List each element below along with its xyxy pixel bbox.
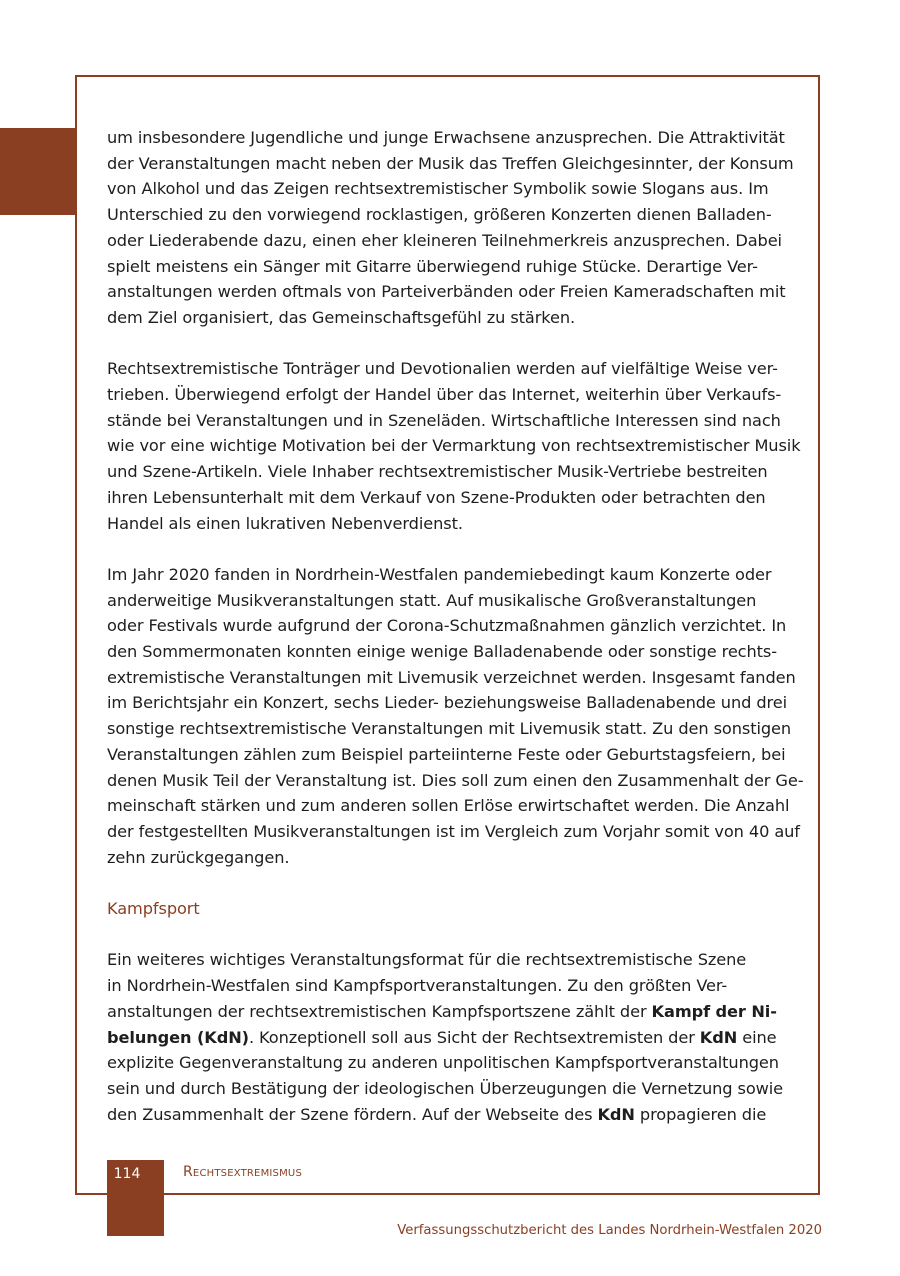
- text-line: denen Musik Teil der Veranstaltung ist. Dies soll zum einen den Zusammenhalt der Ge-: [107, 770, 804, 790]
- paragraph-kampfsport: [107, 947, 797, 1127]
- text-line: [107, 1102, 797, 1128]
- text-line: und Szene-Artikeln. Viele Inhaber rechtsextremistischer Musik-Vertriebe bestreiten: [107, 462, 768, 482]
- text-line: ihren Lebensunterhalt mit dem Verkauf von Szene-Produkten oder betrachten den: [107, 487, 766, 507]
- text-line: spielt meistens ein Sänger mit Gitarre überwiegend ruhige Stücke. Derartige Ver-: [107, 256, 758, 276]
- chapter-title: Rechtsextremismus: [183, 1164, 302, 1180]
- text-line: Rechtsextremistische Tonträger und Devotionalien werden auf vielfältige Weise ver-: [107, 359, 778, 379]
- bold-term: KdN: [597, 1104, 635, 1124]
- text-line: um insbesondere Jugendliche und junge Erwachsene anzusprechen. Die Attraktivität: [107, 128, 785, 147]
- text-line: trieben. Überwiegend erfolgt der Handel über das Internet, weiterhin über Verkaufs-: [107, 385, 782, 405]
- text-line: anderweitige Musikveranstaltungen statt. Auf musikalische Großveranstaltungen: [107, 590, 757, 610]
- text-run: propagieren die: [634, 1104, 767, 1124]
- text-line: oder Liederabende dazu, einen eher kleineren Teilnehmerkreis anzusprechen. Dabei: [107, 230, 782, 250]
- paragraph-1: [107, 125, 797, 331]
- text-line: Ein weiteres wichtiges Veranstaltungsformat für die rechtsextremistische Szene: [107, 950, 747, 970]
- paragraph-2: [107, 356, 801, 536]
- bold-term: Kampf der Ni-: [651, 1001, 777, 1021]
- section-heading: Kampfsport: [107, 899, 200, 919]
- text-run: den Zusammenhalt der Szene fördern. Auf der Webseite des: [107, 1104, 598, 1124]
- text-line: meinschaft stärken und zum anderen sollen Erlöse erwirtschaftet werden. Die Anzahl: [107, 796, 790, 816]
- text-line: wie vor eine wichtige Motivation bei der Vermarktung von rechtsextremistischer Musik: [107, 436, 801, 456]
- text-line: Veranstaltungen zählen zum Beispiel parteiinterne Feste oder Geburtstagsfeiern, bei: [107, 744, 786, 764]
- page-number-box: [107, 1160, 164, 1236]
- text-line: dem Ziel organisiert, das Gemeinschaftsgefühl zu stärken.: [107, 307, 576, 327]
- text-line: sein und durch Bestätigung der ideologischen Überzeugungen die Vernetzung sowie: [107, 1078, 784, 1098]
- bold-term: KdN: [699, 1027, 738, 1047]
- text-line: in Nordrhein-Westfalen sind Kampfsportveranstaltungen. Zu den größten Ver-: [107, 976, 728, 996]
- text-line: Im Jahr 2020 fanden in Nordrhein-Westfalen pandemiebedingt kaum Konzerte oder: [107, 564, 772, 584]
- text-line: im Berichtsjahr ein Konzert, sechs Lieder- beziehungsweise Balladenabende und drei: [107, 693, 787, 713]
- text-line: sonstige rechtsextremistische Veranstaltungen mit Livemusik statt. Zu den sonstigen: [107, 719, 792, 739]
- text-line: anstaltungen werden oftmals von Parteiverbänden oder Freien Kameradschaften mit: [107, 282, 786, 302]
- text-line: Handel als einen lukrativen Nebenverdienst.: [107, 513, 463, 533]
- paragraph-3: [107, 562, 804, 870]
- page-number: 114: [113, 1166, 141, 1182]
- chapter-side-tab: [0, 128, 75, 215]
- publication-title: Verfassungsschutzbericht des Landes Nordrhein-Westfalen 2020: [397, 1223, 822, 1238]
- text-line: extremistische Veranstaltungen mit Livemusik verzeichnet werden. Insgesamt fanden: [107, 667, 796, 687]
- main-text: [107, 125, 804, 1153]
- text-line: [107, 1025, 797, 1051]
- text-line: der Veranstaltungen macht neben der Musik das Treffen Gleichgesinnter, der Konsum: [107, 153, 794, 173]
- text-line: stände bei Veranstaltungen und in Szeneläden. Wirtschaftliche Interessen sind nach: [107, 410, 781, 430]
- text-run: anstaltungen der rechtsextremistischen Kampfsportszene zählt der: [107, 1001, 652, 1021]
- text-line: Unterschied zu den vorwiegend rocklastigen, größeren Konzerten dienen Balladen-: [107, 205, 772, 225]
- text-line: der festgestellten Musikveranstaltungen ist im Vergleich zum Vorjahr somit von 40 auf: [107, 821, 800, 841]
- text-run: eine: [737, 1027, 777, 1047]
- text-line: oder Festivals wurde aufgrund der Corona-Schutzmaßnahmen gänzlich verzichtet. In: [107, 616, 787, 636]
- text-line: zehn zurückgegangen.: [107, 847, 290, 867]
- text-run: . Konzeptionell soll aus Sicht der Rechtsextremisten der: [248, 1027, 700, 1047]
- bold-term: belungen (KdN): [107, 1027, 249, 1047]
- text-line: von Alkohol und das Zeigen rechtsextremistischer Symbolik sowie Slogans aus. Im: [107, 179, 769, 199]
- text-line: explizite Gegenveranstaltung zu anderen unpolitischen Kampfsportveranstaltungen: [107, 1053, 779, 1073]
- text-line: [107, 999, 797, 1025]
- text-line: den Sommermonaten konnten einige wenige Balladenabende oder sonstige rechts-: [107, 642, 777, 662]
